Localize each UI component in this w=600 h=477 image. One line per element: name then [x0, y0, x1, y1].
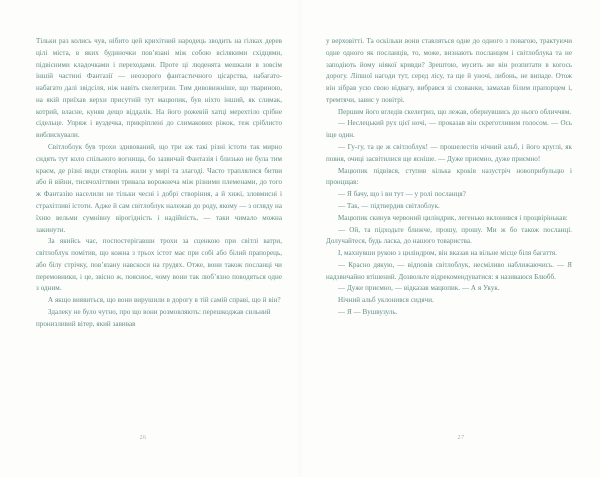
paragraph: — Гу-гу, та це ж світлоблук! — прошелестів нічний альб, і його круглі, як повня, очиці засвітилися ще ясніше. — Дуже приємно, дуже приємно! — [326, 143, 572, 163]
paragraph: Першим його вгледів скелегриз, що лежав, обернувшись до нього обличчям. — [338, 107, 572, 116]
paragraph: — Ой, та підходьте ближче, прошу, прошу. Ми ж бо також посланці. Долучайтеся, будь ласка, до нашого товариства. — [326, 225, 572, 246]
page-number-left: 26 — [139, 434, 147, 441]
paragraph: у верховітті. Та оскільки вони ставляться одне до одного з повагою, трактуючи одне одного як посланців, то, може, визнають посланцем і світлоблука та не заподіють йому ніякої кривди? Зрештою, мусить же він розпитати в когось дорогу. Ліпшої нагоди тут, серед лісу, та ще й уночі, либонь, не випаде. Отож він зібрав усю свою відвагу, вибрався зі схованки, замахав білим прапорцем і, тремтячи, завис у повітрі. — [326, 37, 572, 104]
paragraph: А якщо виявиться, що вони вирушили в дорогу в тій самій справі, що й він? — [48, 296, 281, 305]
paragraph: — Я — Вушвузуль. — [338, 307, 398, 316]
paragraph: Мацюпик підвівся, ступив кілька кроків назустріч новоприбульцю і пронцщав: — [326, 166, 572, 187]
paragraph: — Красно дякую, — відповів світлоблук, несміливо наближаючись. — Я надзвичайно втішений. Дозвольте відрекомендуватися: я називаюся Блюбб. — [326, 260, 572, 281]
page-left-textblock — [36, 36, 282, 331]
paragraph: Здалеку не було чутно, про що вони розмовляють: перешкоджав сильний пронизливий вітер, який завивав — [36, 307, 271, 328]
paragraph: — Я бачу, що і ви тут — у ролі посланця? — [338, 190, 466, 199]
page-number-right: 27 — [457, 434, 465, 441]
page-right-textblock — [326, 36, 572, 319]
paragraph: — Неслецький рух цієї ночі, — проказав він скреготливим голосом. — Ось іще один. — [326, 119, 572, 140]
paragraph: І, махнувши рукою з циліндром, він вказав на вільне місце біля багаття. — [338, 249, 557, 258]
paragraph: Світлоблук був трохи здивований, що три аж такі різні істоти так мирно сидять тут коло спільного вогнища, бо зазвичай Фантазія і близько не була тим краєм, де різні види створінь жили у мирі та злагоді. Часто траплялися битви або й війни, тисячоліттями тривала ворожнеча між різними племенами, до того ж Фантазію населили не тільки чесні і добрі створіння, а й хижі, зловмисні і страхітливі істоти. Адже й сам світлоблук належав до роду, якому — з огляду на їхню вельми сумнівну вірогідність і надійність, — таки чимало можна закинути. — [36, 143, 282, 234]
page-right — [300, 0, 600, 477]
paragraph: Мацюпик скинув червоний циліндрик, легенько вклонився і процвірінькав: — [338, 213, 568, 222]
paragraph: За якийсь час, поспостерігавши трохи за сценкою при світлі ватри, світлоблук помітив, що кожна з трьох істот має при собі або білий прапорець, або білу стрічку, пов’язану навскоси на грудях. Отже, вони також посланці чи перемовники, і це, звісно ж, пояснює, чому вони так люб’язно поводяться одне з одним. — [36, 237, 282, 293]
paragraph: Нічний альб уклонився сидячи. — [338, 296, 434, 305]
paragraph: Тільки раз колись чув, нібито цей крихітний народець зводить на гілках дерев цілі міста, в яких будиночки пов’язані між собою всілякими східцями, підвісними кладочками і переходами. Проте ці люденята мешкали в зовсім іншій частині Фантазії — неозорого фантастичного цісарства, набагато-набагато далі звідсіля, ніж навіть скелегризи. Тим дивовижніше, що твариною, на якій приїхав верхи присутній тут мацюпик, був ніхто інший, як слимак, котрий, власне, куняв дещо віддалік. На його рожевій хатці мерехтіло срібне сідельце. Упряж і вуздечка, прикріплені до слимакових ріжок, теж сріблисто виблискували. — [36, 37, 282, 140]
paragraph: — Дуже приємно, — відказав мацюпик. — А я Укук. — [338, 284, 500, 293]
paragraph: — Так, — підтвердив світлоблук. — [338, 201, 440, 210]
